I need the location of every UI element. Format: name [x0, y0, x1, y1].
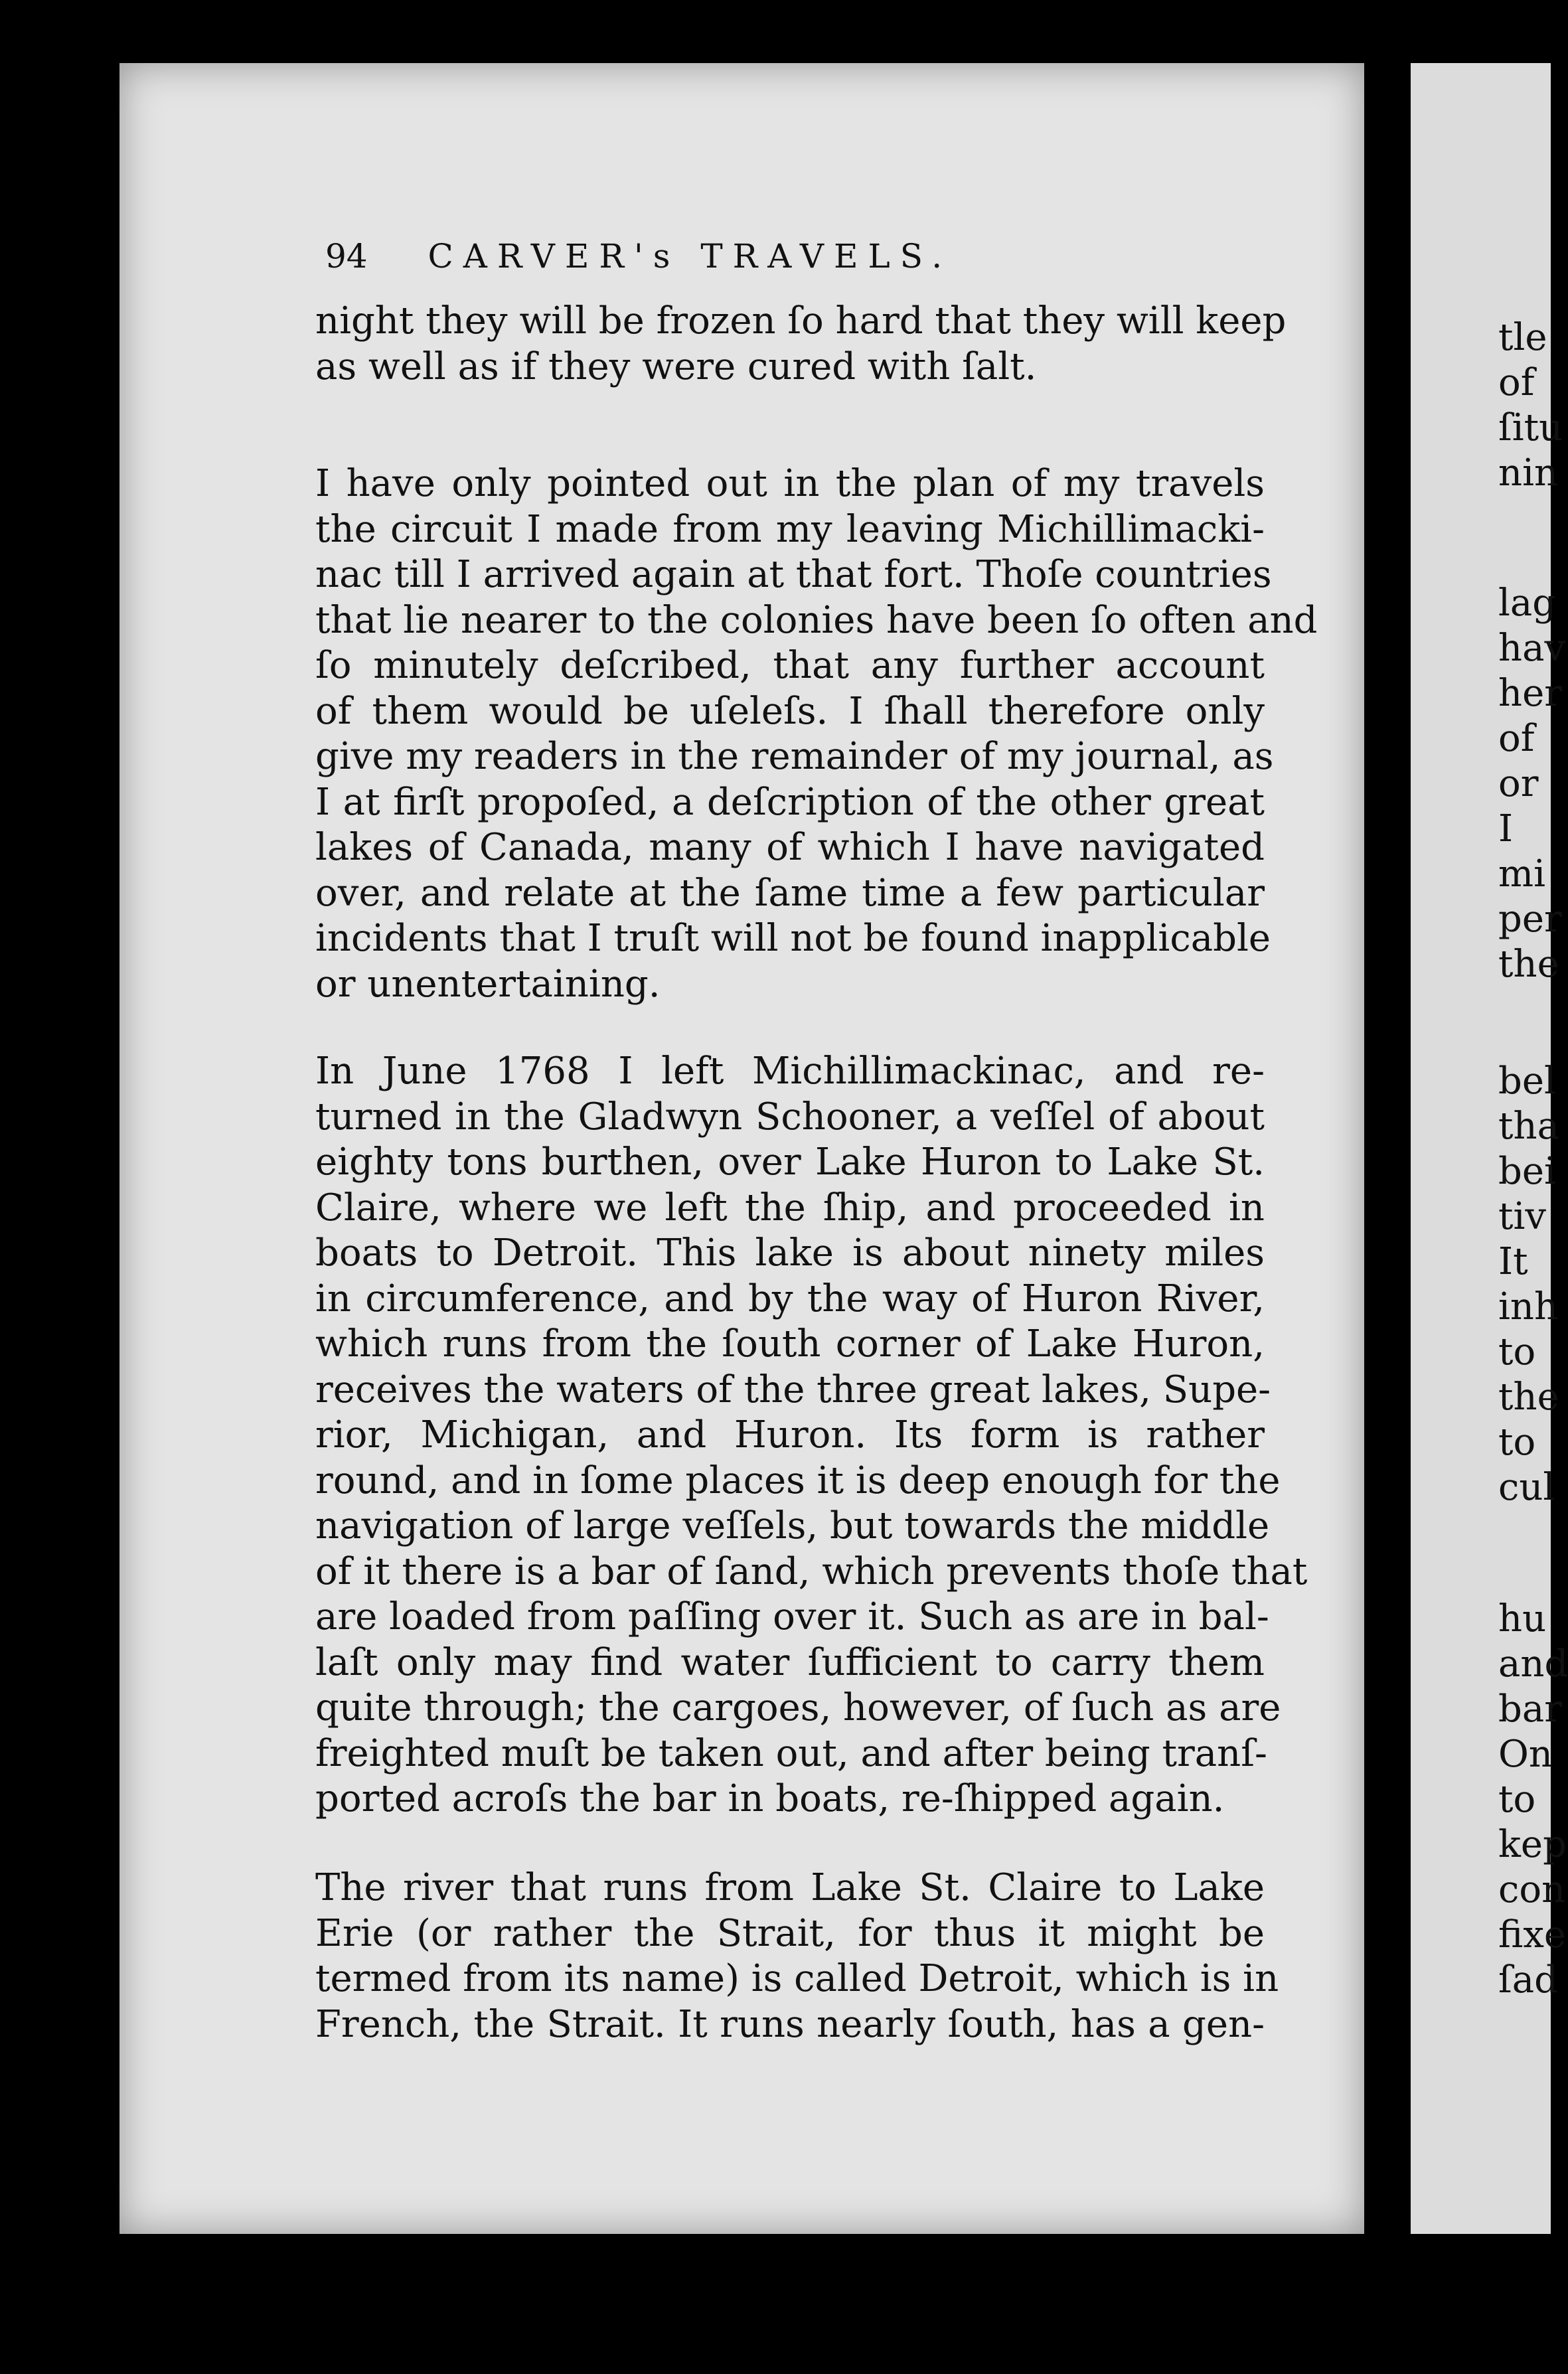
text-line: I have only pointed out in the plan of my travels: [315, 462, 1265, 505]
text-line: ſo minutely deſcribed, that any further account: [315, 644, 1265, 687]
facing-text-fragment: of: [1498, 361, 1535, 404]
facing-text-fragment: her: [1498, 672, 1562, 715]
facing-text-fragment: nin: [1498, 451, 1559, 495]
facing-text-fragment: to: [1498, 1330, 1536, 1374]
text-line: Claire, where we left the ſhip, and proceeded in: [315, 1186, 1265, 1229]
text-line: boats to Detroit. This lake is about ninety miles: [315, 1231, 1265, 1275]
text-line: lakes of Canada, many of which I have navigated: [315, 826, 1265, 869]
paragraph-3: [315, 1049, 1308, 1822]
text-line: ported acroſs the bar in boats, re-ſhipped again.: [315, 1777, 1225, 1820]
text-line: or unentertaining.: [315, 962, 661, 1006]
text-line: turned in the Gladwyn Schooner, a veſſel of about: [315, 1095, 1265, 1139]
facing-text-fragment: kep: [1498, 1823, 1567, 1866]
running-head-title: CARVER's TRAVELS.: [428, 237, 953, 276]
facing-text-fragment: cul: [1498, 1466, 1555, 1509]
paragraph-2: [315, 461, 1318, 1007]
text-line: quite through; the cargoes, however, of ſuch as are: [315, 1686, 1281, 1729]
text-line: In June 1768 I left Michillimackinac, and re-: [315, 1050, 1265, 1093]
text-line: Erie (or rather the Strait, for thus it might be: [315, 1911, 1265, 1955]
text-line: I at firſt propoſed, a deſcription of the other great: [315, 780, 1265, 824]
text-line: the circuit I made from my leaving Michillimacki-: [315, 507, 1265, 551]
text-line: incidents that I truſt will not be found inapplicable: [315, 917, 1271, 960]
facing-text-fragment: hav: [1498, 627, 1566, 670]
facing-text-fragment: ſad: [1498, 1958, 1558, 2002]
facing-text-fragment: lag: [1498, 582, 1557, 625]
text-line: of them would be uſeleſs. I ſhall therefore only: [315, 689, 1265, 733]
facing-page-edge: [1411, 63, 1568, 2234]
book-page: [119, 63, 1364, 2234]
text-line: give my readers in the remainder of my journal, as: [315, 735, 1274, 778]
text-line: nac till I arrived again at that fort. Thoſe countries: [315, 553, 1272, 596]
facing-text-fragment: I: [1498, 807, 1514, 850]
text-line: French, the Strait. It runs nearly ſouth, has a gen-: [315, 2002, 1265, 2046]
text-line: laſt only may find water ſufficient to carry them: [315, 1640, 1265, 1684]
facing-text-fragment: con: [1498, 1868, 1566, 1911]
running-head: [325, 237, 1255, 276]
text-line: eighty tons burthen, over Lake Huron to Lake St.: [315, 1141, 1265, 1184]
facing-text-fragment: bel: [1498, 1060, 1556, 1103]
facing-text-fragment: and: [1498, 1642, 1568, 1686]
facing-text-fragment: inh: [1498, 1285, 1559, 1328]
text-line: night they will be frozen ſo hard that they will keep: [315, 299, 1287, 343]
facing-text-fragment: of: [1498, 717, 1535, 760]
text-line: navigation of large veſſels, but towards the middle: [315, 1504, 1270, 1547]
text-line: are loaded from paſſing over it. Such as are in bal-: [315, 1595, 1269, 1638]
facing-text-fragment: tle: [1498, 316, 1547, 359]
facing-text-fragment: tiv: [1498, 1195, 1547, 1238]
text-line: which runs from the ſouth corner of Lake Huron,: [315, 1322, 1265, 1366]
facing-text-fragment: tha: [1498, 1105, 1559, 1148]
facing-text-fragment: per: [1498, 898, 1562, 941]
text-line: of it there is a bar of ſand, which prevents thoſe that: [315, 1549, 1308, 1593]
text-line: rior, Michigan, and Huron. Its form is rather: [315, 1413, 1265, 1457]
text-line: that lie nearer to the colonies have been ſo often and: [315, 598, 1318, 642]
facing-text-fragment: bar: [1498, 1688, 1563, 1731]
facing-text-fragment: On: [1498, 1733, 1553, 1776]
text-line: over, and relate at the ſame time a few particular: [315, 871, 1265, 915]
text-line: receives the waters of the three great lakes, Supe-: [315, 1368, 1271, 1411]
facing-text-fragment: ſitu: [1498, 406, 1563, 449]
facing-text-fragment: the: [1498, 1376, 1559, 1419]
paragraph-4: [315, 1865, 1279, 2047]
facing-text-fragment: bei: [1498, 1150, 1556, 1193]
facing-text-fragment: to: [1498, 1778, 1536, 1821]
text-line: round, and in ſome places it is deep enough for the: [315, 1459, 1281, 1502]
paragraph-1: [315, 299, 1287, 390]
text-line: termed from its name) is called Detroit, which is in: [315, 1957, 1279, 2000]
facing-text-fragment: or: [1498, 762, 1539, 805]
text-line: as well as if they were cured with ſalt.: [315, 345, 1037, 388]
text-line: in circumference, and by the way of Huron River,: [315, 1277, 1265, 1320]
facing-text-fragment: hu: [1498, 1597, 1547, 1640]
page-number: 94: [325, 237, 368, 276]
facing-text-fragment: It: [1498, 1240, 1528, 1283]
facing-text-fragment: the: [1498, 943, 1559, 986]
facing-text-fragment: fixe: [1498, 1913, 1567, 1956]
text-line: The river that runs from Lake St. Claire to Lake: [315, 1866, 1265, 1909]
facing-text-fragment: to: [1498, 1421, 1536, 1464]
text-line: freighted muſt be taken out, and after being tranſ-: [315, 1731, 1267, 1775]
facing-text-fragment: mi: [1498, 852, 1546, 896]
